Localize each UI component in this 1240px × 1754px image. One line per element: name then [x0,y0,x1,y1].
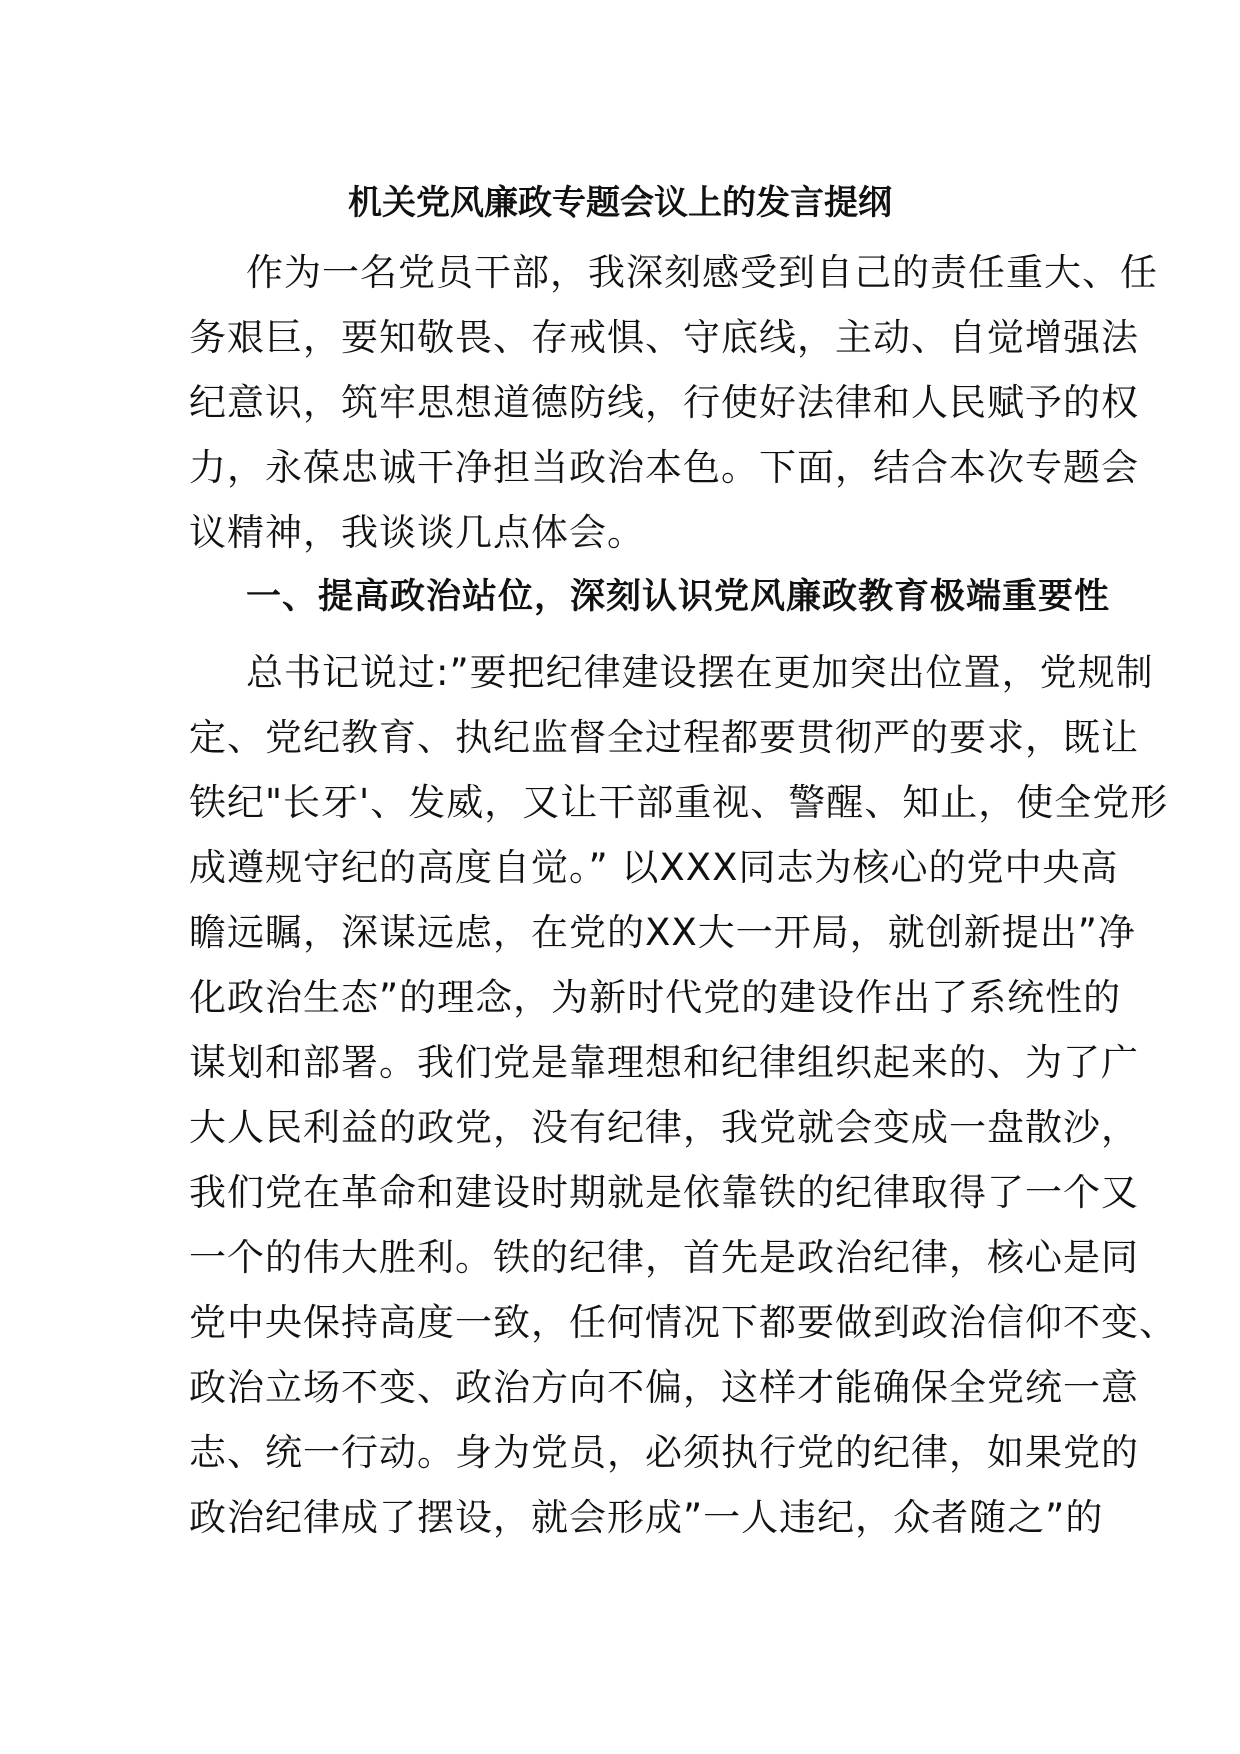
text-line: 议精神，我谈谈几点体会。 [189,511,645,554]
text-line: 务艰巨，要知敬畏、存戒惧、守底线，主动、自觉增强法 [189,316,1139,359]
text-line: 总书记说过:”要把纪律建设摆在更加突出位置，党规制 [246,651,1154,694]
text-line: 政治立场不变、政治方向不偏，这样才能确保全党统一意 [189,1366,1139,1409]
text-line: 政治纪律成了摆设，就会形成”一人违纪，众者随之”的 [189,1496,1104,1539]
text-line: 化政治生态”的理念，为新时代党的建设作出了系统性的 [189,976,1122,1019]
section-heading: 一、提高政治站位，深刻认识党风廉政教育极端重要性 [246,577,1111,617]
paragraph-discipline [189,640,1177,1550]
text-line: 谋划和部署。我们党是靠理想和纪律组织起来的、为了广 [189,1041,1139,1084]
text-line: 我们党在革命和建设时期就是依靠铁的纪律取得了一个又 [189,1171,1139,1214]
text-line: 铁纪"长牙'、发威，又让干部重视、警醒、知止，使全党形 [189,781,1169,824]
text-line: 纪意识，筑牢思想道德防线，行使好法律和人民赋予的权 [189,381,1139,424]
text-line: 党中央保持高度一致，任何情况下都要做到政治信仰不变、 [189,1301,1177,1344]
text-line: 大人民利益的政党，没有纪律，我党就会变成一盘散沙， [189,1106,1139,1149]
text-line: 瞻远瞩，深谋远虑，在党的XX大一开局，就创新提出”净 [189,911,1136,954]
text-line: 定、党纪教育、执纪监督全过程都要贯彻严的要求，既让 [189,716,1139,759]
document-title: 机关党风廉政专题会议上的发言提纲 [348,183,892,223]
paragraph-intro [189,240,1158,630]
text-line: 力，永葆忠诚干净担当政治本色。下面，结合本次专题会 [189,446,1139,489]
text-line: 一个的伟大胜利。铁的纪律，首先是政治纪律，核心是同 [189,1236,1139,1279]
text-line: 作为一名党员干部，我深刻感受到自己的责任重大、任 [246,251,1158,294]
text-line: 成遵规守纪的高度自觉。” 以XXX同志为核心的党中央高 [189,846,1119,889]
text-line: 志、统一行动。身为党员，必须执行党的纪律，如果党的 [189,1431,1139,1474]
